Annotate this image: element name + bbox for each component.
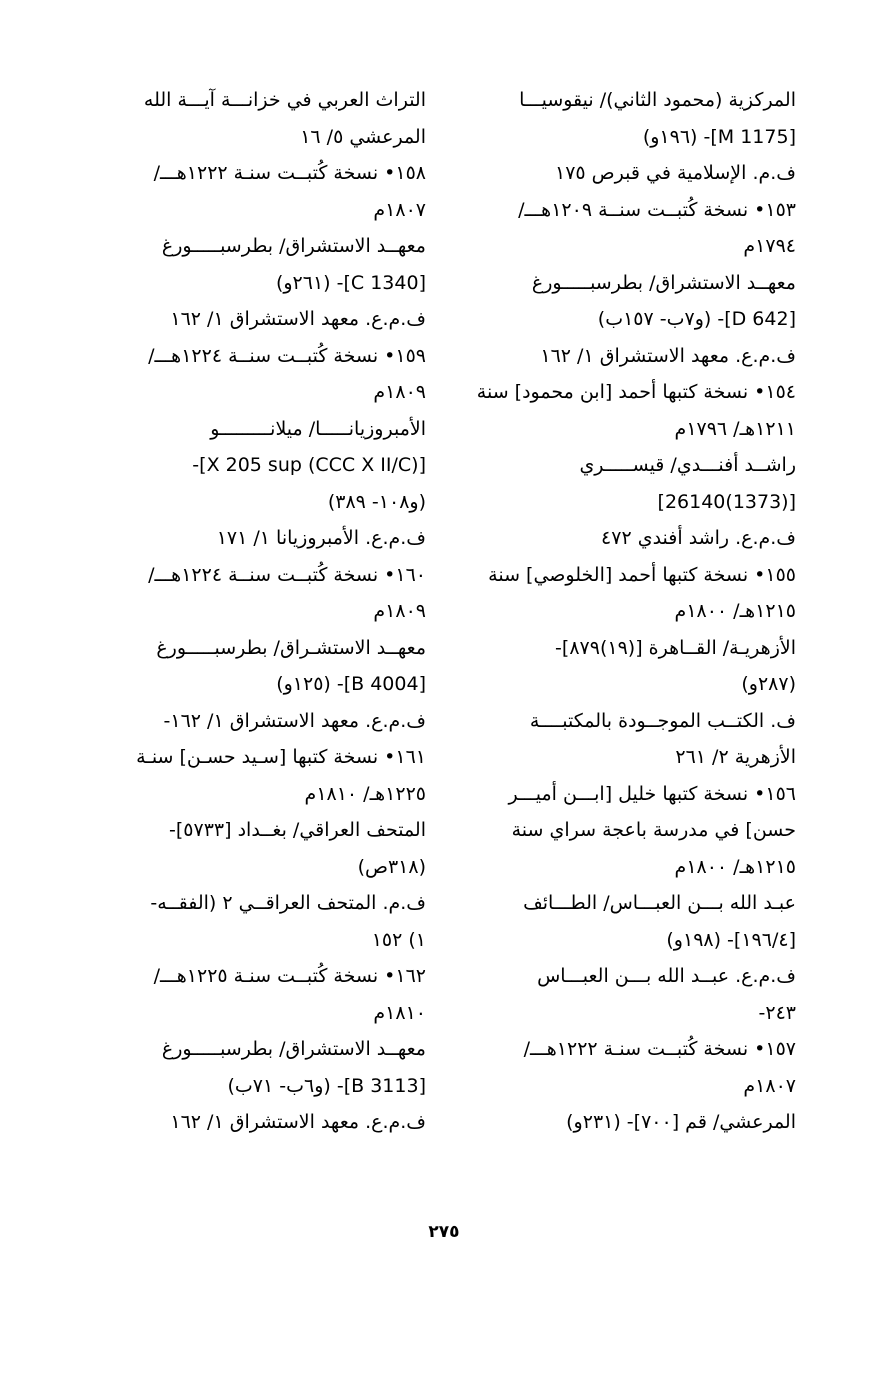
text-line: ١٧٩٤م: [743, 235, 796, 257]
entry-heading-line: ١٥٥• نسخة كتبها أحمد [الخلوصي] سنة: [488, 563, 796, 586]
text-line: ف.م.ع. معهد الاستشراق ١/ ١٦٢: [170, 308, 426, 330]
text-line: حسن] في مدرسة باعجة سراي سنة: [511, 819, 796, 841]
text-line: ف.م.ع. عبــد الله بـــن العبـــاس: [537, 965, 796, 987]
text-line: [(CCC X II/C) X 205 sup]-: [192, 454, 426, 476]
text-line: المركزية (محمود الثاني)/ نيقوسيـــا: [519, 89, 796, 111]
text-line: معهــد الاستشراق/ بطرسبـــــورغ: [161, 1038, 426, 1060]
text-line: ف.م.ع. الأمبروزيانا ١/ ١٧١: [216, 527, 426, 549]
text-line: معهــد الاستشـراق/ بطرسبـــــورغ: [156, 636, 426, 659]
left-column: [76, 82, 426, 1141]
text-line: [D 642]- (و٧ب- ١٥٧ب): [597, 308, 796, 330]
entry-heading-line: ١٥٤• نسخة كتبها أحمد [ابن محمود] سنة: [476, 381, 796, 403]
text-line: الأزهريـة/ القــاهرة [(١٩)٨٧٩]-: [555, 636, 796, 659]
text-line: ١٢١٥هـ/ ١٨٠٠م: [674, 600, 796, 622]
text-line: معهــد الاستشراق/ بطرسبـــــورغ: [161, 235, 426, 257]
entry-heading-line: ١٦٠• نسخة كُتبــت سنــة ١٢٢٤هـــ/: [148, 563, 426, 586]
text-line: راشــد أفنـــدي/ قيســـــري: [579, 454, 796, 476]
text-line: عبـد الله بـــن العبـــاس/ الطـــائف: [523, 892, 796, 914]
text-line: [(1373)26140]: [657, 490, 796, 513]
text-line: المرعشي ٥/ ١٦: [300, 125, 426, 148]
text-line: [M 1175]- (١٩٦و): [642, 125, 796, 148]
text-line: [C 1340]- (٢٦١و): [275, 271, 426, 294]
text-line: (و١٠٨- ٣٨٩): [327, 490, 426, 513]
text-line: ١٨٠٩م: [373, 600, 426, 622]
text-line: معهــد الاستشراق/ بطرسبـــــورغ: [531, 271, 796, 294]
text-line: ١٢٢٥هـ/ ١٨١٠م: [304, 782, 426, 805]
text-line: المرعشي/ قم [٧٠٠]- (٢٣١و): [566, 1111, 796, 1133]
page-number: ٢٧٥: [428, 1222, 460, 1242]
text-line: [B 4004]- (١٢٥و): [276, 673, 426, 695]
text-line: ف.م. المتحف العراقــي ٢ (الفقــه-: [150, 892, 426, 914]
entry-heading-line: ١٦١• نسخة كتبها [سـيد حسـن] سنـة: [136, 746, 426, 768]
entry-heading-line: ١٥٨• نسخة كُتبــت سنـة ١٢٢٢هـــ/: [153, 162, 426, 184]
entry-heading-line: ١٥٣• نسخة كُتبــت سنــة ١٢٠٩هـــ/: [518, 198, 796, 221]
text-line: ف. الكتــب الموجــودة بالمكتبــــة: [529, 709, 796, 732]
text-line: الأمبروزيانـــــا/ ميلانـــــــــو: [210, 417, 426, 440]
text-line: ف.م. الإسلامية في قبرص ١٧٥: [555, 162, 796, 184]
entry-heading-line: ١٥٧• نسخة كُتبــت سنـة ١٢٢٢هـــ/: [523, 1038, 796, 1060]
text-line: ١٨٠٩م: [373, 381, 426, 403]
text-line: ف.م.ع. معهد الاستشراق ١/ ١٦٢-: [163, 709, 426, 732]
text-line: ١٢١١هـ/ ١٧٩٦م: [674, 417, 796, 440]
entry-heading-line: ١٦٢• نسخة كُتبــت سنـة ١٢٢٥هـــ/: [153, 965, 426, 987]
text-line: ٢٤٣-: [758, 1001, 796, 1024]
text-line: ف.م.ع. معهد الاستشراق ١/ ١٦٢: [540, 344, 796, 367]
text-line: المتحف العراقي/ بغــداد [٥٧٣٣]-: [169, 819, 426, 841]
text-line: ١٨٠٧م: [373, 198, 426, 221]
text-line: ١) ١٥٢: [371, 928, 426, 951]
text-line: [١٩٦/٤]- (١٩٨و): [666, 928, 796, 951]
text-line: التراث العربي في خزانـــة آيـــة الله: [143, 89, 426, 111]
entry-heading-line: ١٥٦• نسخة كتبها خليل [ابـــن أميـــر: [508, 782, 796, 805]
text-line: (٣١٨ص): [357, 855, 426, 878]
entry-heading-line: ١٥٩• نسخة كُتبــت سنــة ١٢٢٤هـــ/: [148, 344, 426, 367]
text-line: ١٨١٠م: [373, 1001, 426, 1024]
text-line: ف.م.ع. راشد أفندي ٤٧٢: [601, 527, 796, 549]
right-column: [446, 82, 796, 1141]
text-line: ف.م.ع. معهد الاستشراق ١/ ١٦٢: [170, 1111, 426, 1133]
text-line: [B 3113]- (و٦ب- ٧١ب): [227, 1074, 426, 1097]
text-line: ١٨٠٧م: [743, 1074, 796, 1097]
text-line: الأزهرية ٢/ ٢٦١: [675, 746, 796, 768]
text-line: (٢٨٧و): [741, 673, 796, 695]
text-line: ١٢١٥هـ/ ١٨٠٠م: [674, 855, 796, 878]
